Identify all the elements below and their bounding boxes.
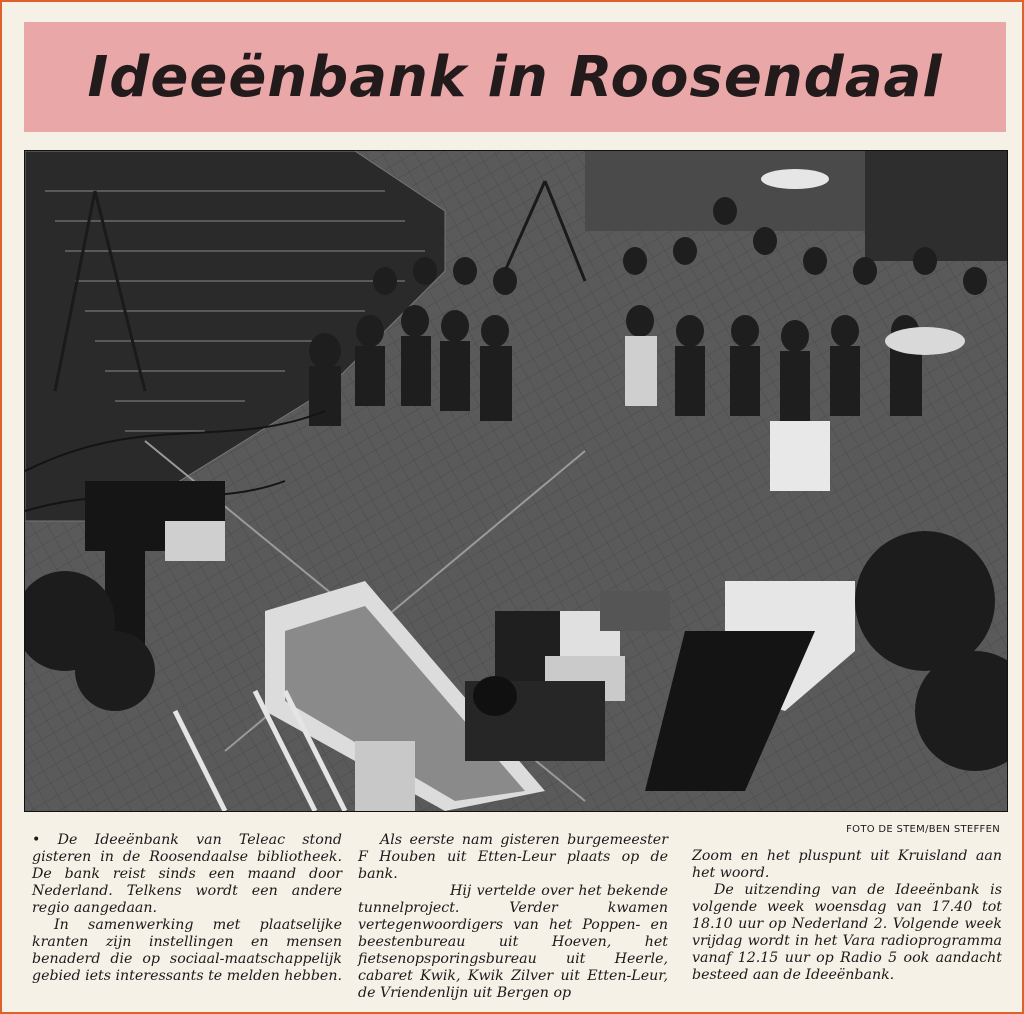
headline: Ideeënbank in Roosendaal (87, 44, 943, 110)
article-column-2 (358, 832, 668, 1002)
photo-credit: FOTO DE STEM/BEN STEFFEN (846, 824, 1000, 835)
photo-illustration (25, 151, 1007, 811)
headline-banner (24, 22, 1006, 132)
paragraph: De uitzending van de Ideeënbank is volgende week woensdag van 17.40 tot 18.10 uur op Nederland 2. Volgende week vrijdag wordt in het Vara radioprogramma vanaf 12.15 uur op Radio 5 ook aandacht besteed aan de Ideeënbank. (692, 882, 1002, 983)
paragraph: • De Ideeënbank van Teleac stond gisteren in de Roosendaalse bibliotheek. De bank reist sinds een maand door Nederland. Telkens wordt een andere regio aangedaan. (32, 832, 342, 916)
news-photo (24, 150, 1008, 812)
article-column-1 (32, 832, 342, 985)
paragraph: Als eerste nam gisteren burgemeester F Houben uit Etten-Leur plaats op de bank. (358, 832, 668, 882)
paragraph: Zoom en het pluspunt uit Kruisland aan het woord. (692, 848, 1002, 881)
paragraph: Hij vertelde over het bekende tunnelproject. Verder kwamen vertegenwoordigers van het Poppen- en beestenbureau uit Hoeven, het fietsenopsporingsbureau uit Heerle, cabaret Kwik, Kwik Zilver uit Etten-Leur, de Vriendenlijn uit Bergen op (358, 883, 668, 1001)
paragraph: In samenwerking met plaatselijke kranten zijn instellingen en mensen benaderd die op sociaal-maatschappelijk gebied iets interessants te melden hebben. (32, 917, 342, 984)
article-column-3 (692, 848, 1002, 984)
